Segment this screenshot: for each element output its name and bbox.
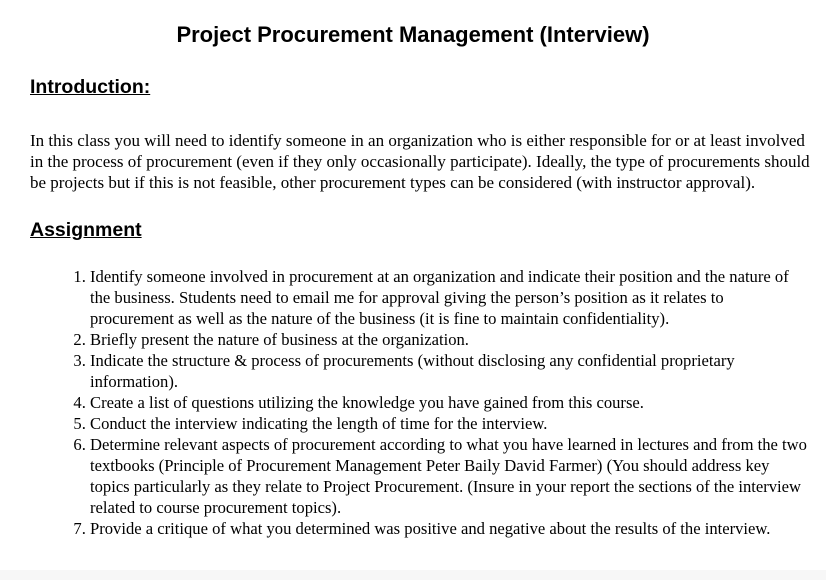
introduction-heading: Introduction: xyxy=(30,76,151,98)
list-item: 4. Create a list of questions utilizing the knowledge you have gained from this course. xyxy=(90,392,810,413)
list-item: 3. Indicate the structure & process of procurements (without disclosing any confidential proprietary information). xyxy=(90,350,810,392)
assignment-list xyxy=(0,266,810,539)
document-title: Project Procurement Management (Interview) xyxy=(176,22,650,47)
list-item: 2. Briefly present the nature of business at the organization. xyxy=(90,329,810,350)
assignment-heading: Assignment xyxy=(30,219,142,241)
introduction-paragraph: In this class you will need to identify someone in an organization who is either responsible for or at least involved in the process of procurement (even if they only occasionally participate). Ideally, the type of procurements should be projects but if this is not feasible, other procurement types can be considered (with instructor approval). xyxy=(30,131,810,192)
list-item: 5. Conduct the interview indicating the length of time for the interview. xyxy=(90,413,810,434)
list-item: 6. Determine relevant aspects of procurement according to what you have learned in lectures and from the two textbooks (Principle of Procurement Management Peter Baily David Farmer) (You should address key topics particularly as they relate to Project Procurement. (Insure in your report the sections of the interview related to course procurement topics). xyxy=(90,434,810,518)
list-item: 1. Identify someone involved in procurement at an organization and indicate their position and the nature of the business. Students need to email me for approval giving the person’s position as it relates to procurement as well as the nature of the business (it is fine to maintain confidentiality). xyxy=(90,266,810,329)
page-bottom-edge xyxy=(0,570,826,580)
list-item: 7. Provide a critique of what you determined was positive and negative about the results of the interview. xyxy=(90,518,810,539)
